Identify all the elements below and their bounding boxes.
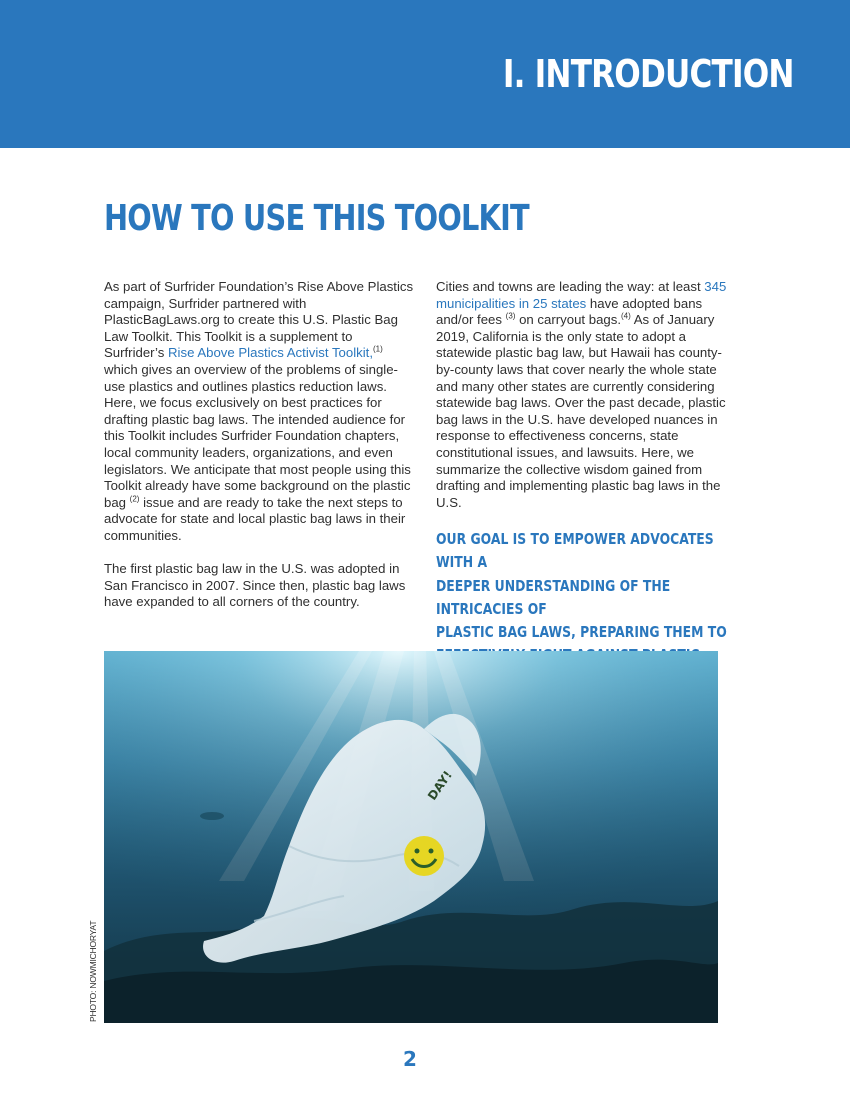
fish-icon: [200, 812, 224, 820]
header-banner: [0, 0, 850, 148]
photo-credit: PHOTO: NOWMICHORYAT: [88, 920, 98, 1022]
goal-line: DEEPER UNDERSTANDING OF THE INTRICACIES OF: [436, 576, 671, 618]
activist-toolkit-link[interactable]: Rise Above Plastics Activist Toolkit,: [168, 345, 373, 361]
cities-paragraph: [436, 279, 734, 511]
history-paragraph: The first plastic bag law in the U.S. was adopted in San Francisco in 2007. Since then, plastic bag laws have expanded to all corners of the country.: [104, 561, 406, 610]
cities-text-middle2: on carryout bags.: [515, 312, 621, 328]
footnote-ref-2: (2): [129, 494, 140, 504]
chapter-title: I. INTRODUCTION: [503, 52, 794, 96]
section-heading: HOW TO USE THIS TOOLKIT: [104, 198, 529, 239]
footnote-ref-1: (1): [373, 344, 383, 354]
municipalities-link[interactable]: 345 municipalities in 25 states: [436, 279, 727, 311]
cities-text-start: Cities and towns are leading the way: at least: [436, 279, 705, 294]
intro-text-start: As part of Surfrider Foundation’s Rise Above Plastics campaign, Surfrider partnered with PlasticBagLaws.org to create this U.S. Plastic Bag Law Toolkit. This Toolkit is a supplement to Surfrider’s: [104, 279, 414, 361]
intro-text-middle: which gives an overview of the problems of single-use plastics and outlines plastics reduction laws. Here, we focus exclusively on best practices for drafting plastic bag laws. The intended audience for this Toolkit includes Surfrider Foundation chapters, local community leaders, organizations, and even legislators. We anticipate that most people using this Toolkit already have some background on the plastic bag: [104, 361, 411, 510]
cities-text-end: As of January 2019, California is the only state to adopt a statewide plastic bag law, but Hawaii has county-by-county laws that cover nearly the whole state and many other states are currently considering statewide bag laws. Over the past decade, plastic bag laws in the U.S. have developed nuances in response to effectiveness concerns, state constitutional issues, and lawsuits. Here, we summarize the collective wisdom gained from drafting and implementing plastic bag laws in the U.S.: [436, 312, 726, 510]
left-column: [104, 279, 414, 627]
intro-text-end: issue and are ready to take the next steps to advocate for state and local plastic bag laws in their communities.: [104, 494, 406, 543]
page-number: 2: [403, 1047, 417, 1071]
cities-text-middle: have adopted bans and/or fees: [436, 295, 703, 328]
bag-print-text: DAY!: [424, 768, 455, 803]
goal-line: PLASTIC BAG LAWS, PREPARING THEM TO: [436, 623, 727, 642]
footnote-ref-3: (3): [505, 311, 516, 321]
right-column: [436, 279, 734, 691]
goal-line: OUR GOAL IS TO EMPOWER ADVOCATES WITH A: [436, 529, 714, 572]
photo-illustration: [104, 651, 718, 1023]
intro-paragraph: [104, 279, 414, 545]
footnote-ref-4: (4): [621, 311, 631, 321]
smiley-logo: [404, 836, 444, 876]
underwater-plastic-bag-photo: [104, 651, 718, 1023]
